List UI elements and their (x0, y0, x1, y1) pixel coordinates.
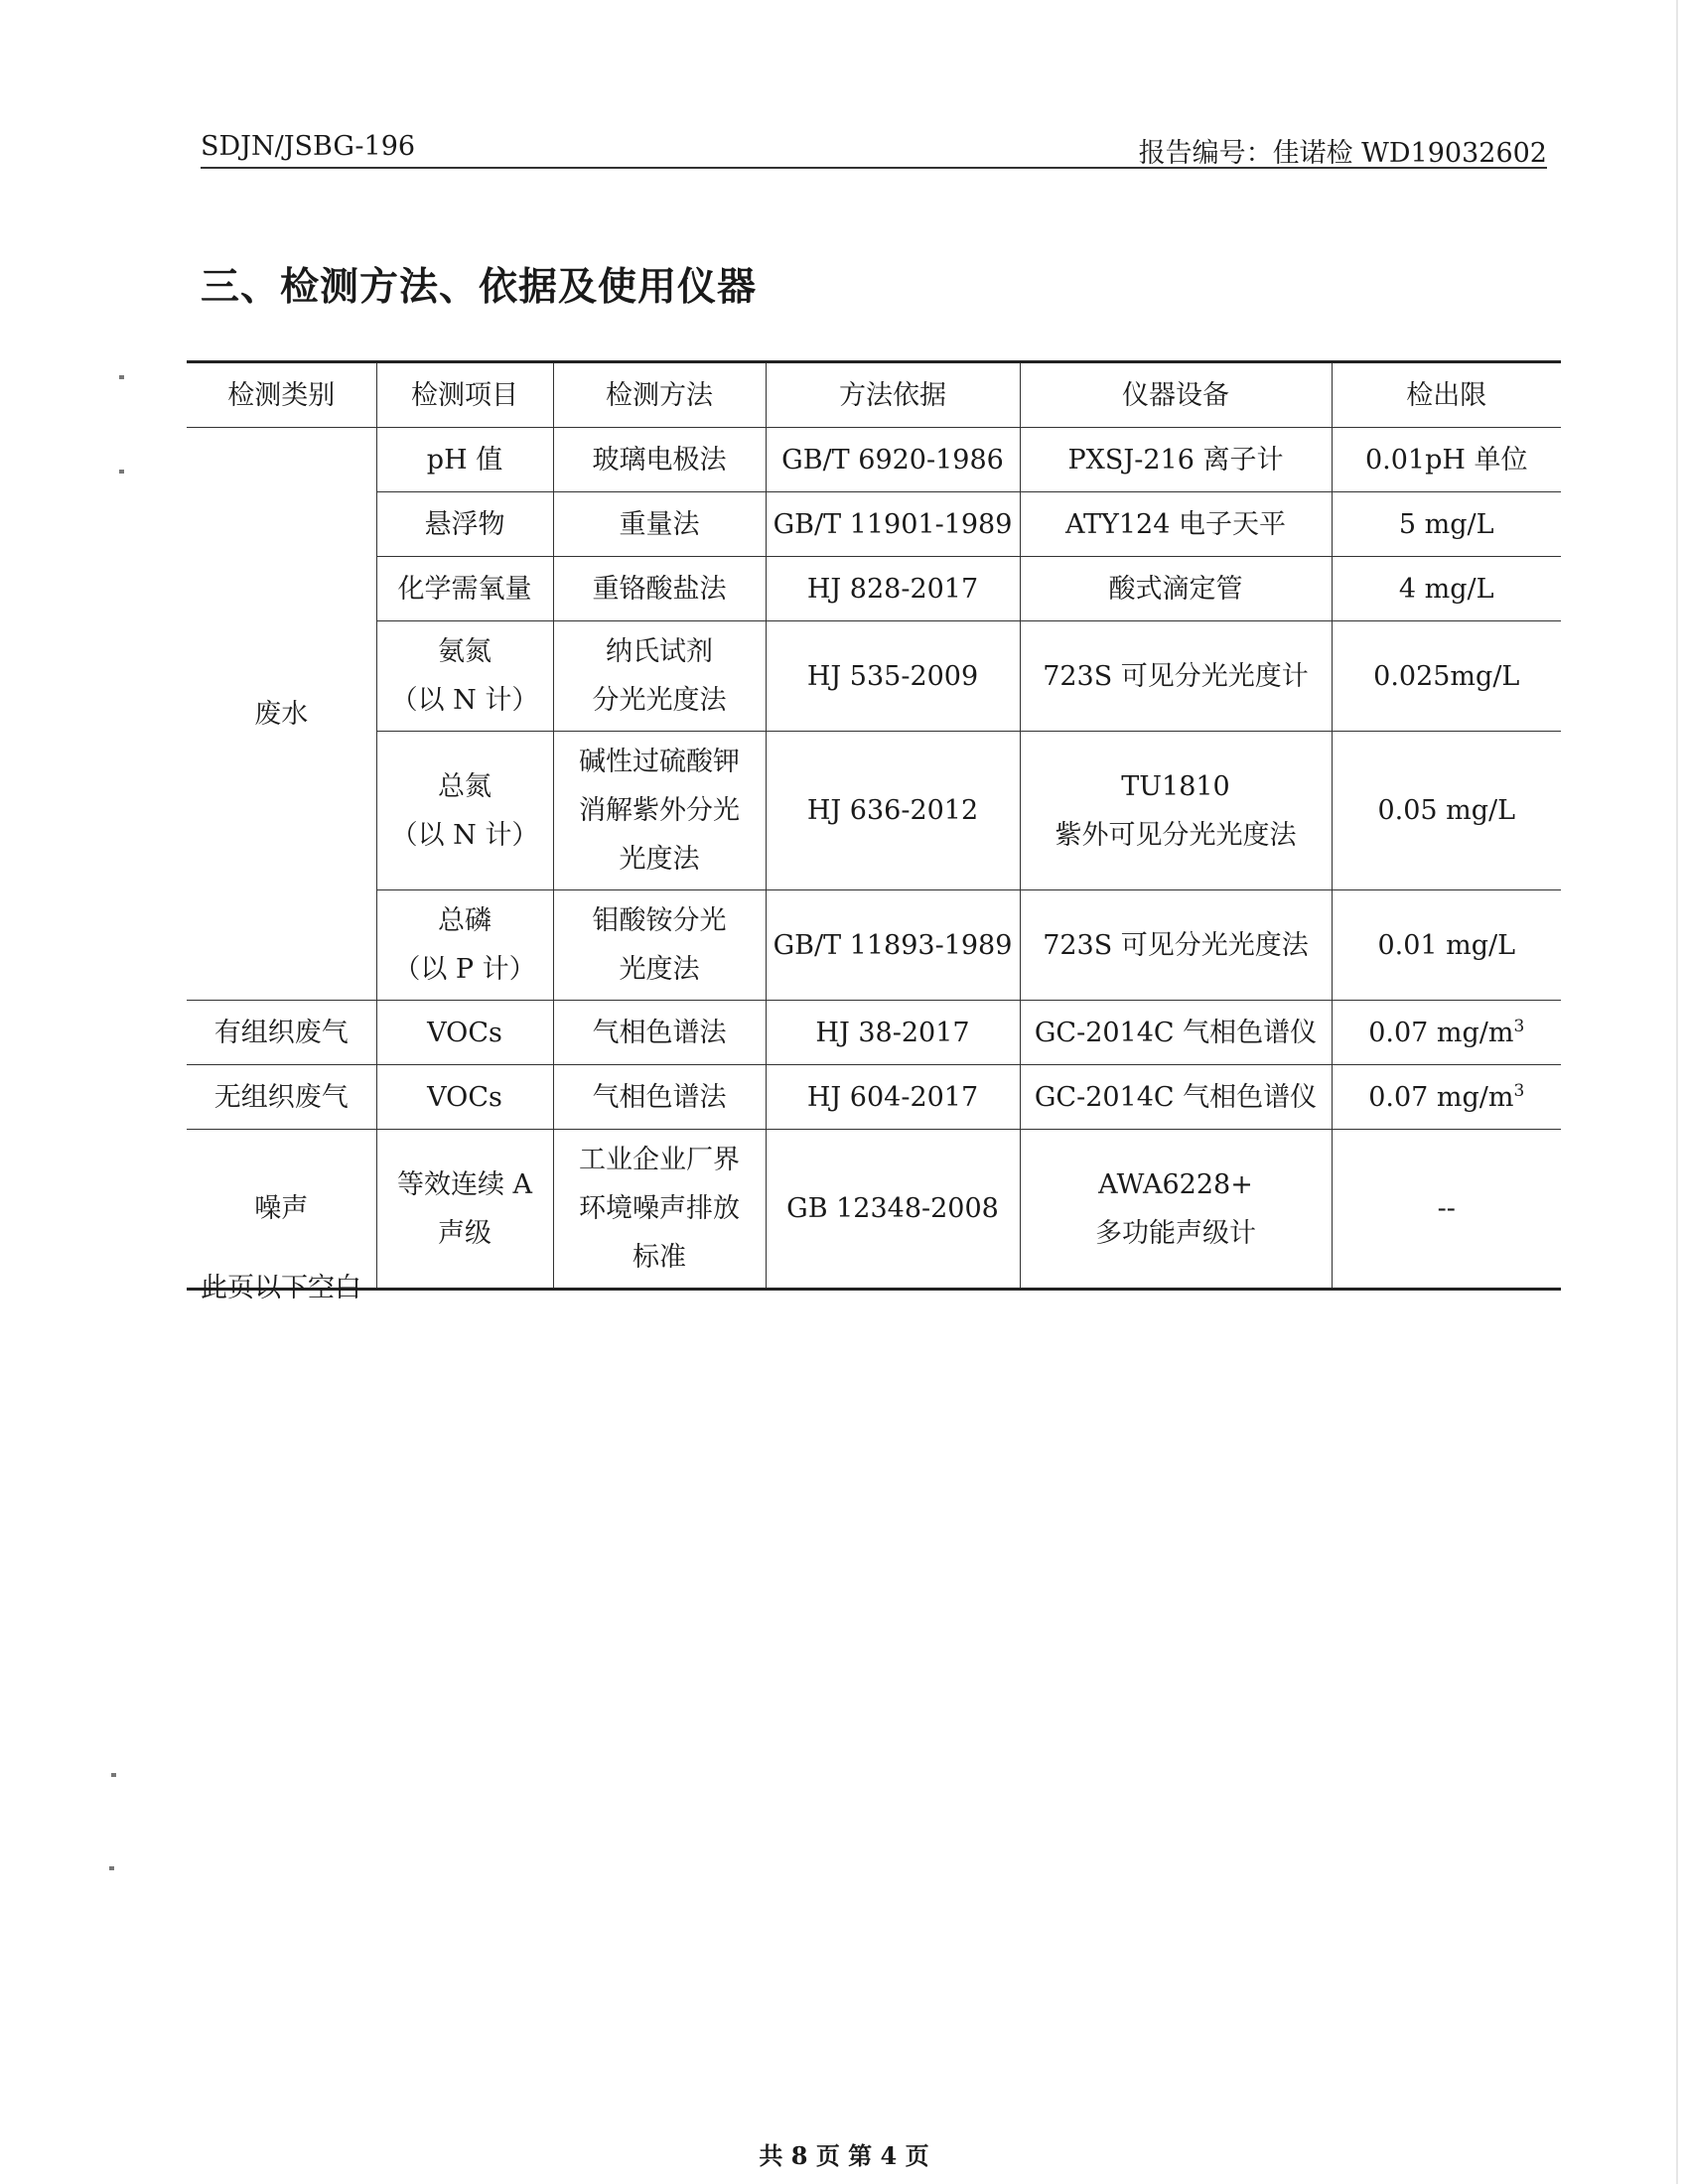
item-cell (376, 428, 553, 492)
scan-speck (109, 1866, 114, 1870)
method-cell (553, 732, 766, 890)
instrument-cell (1020, 428, 1332, 492)
cell-line: AWA6228+ (1098, 1168, 1253, 1200)
cell-line: 碱性过硫酸钾 (579, 747, 740, 777)
cell-line: （以 N 计） (390, 819, 539, 851)
cell-line: 悬浮物 (424, 508, 505, 540)
item-cell (376, 1130, 553, 1290)
cell-line: PXSJ-216 离子计 (1067, 444, 1284, 476)
limit-cell (1332, 1065, 1561, 1130)
table-row (187, 732, 1561, 890)
cell-line: 总磷 (438, 905, 492, 936)
item-cell: VOCs (376, 1001, 553, 1065)
table-row (187, 1001, 1561, 1065)
basis-cell: HJ 604-2017 (766, 1065, 1020, 1130)
header-divider (201, 167, 1547, 169)
cell-line: 723S 可见分光光度法 (1043, 929, 1309, 961)
cell-line: 氨氮 (438, 636, 492, 667)
limit-cell: 4 mg/L (1332, 557, 1561, 621)
limit-cell: 0.01pH 单位 (1332, 428, 1561, 492)
report-number: 报告编号：佳诺检 WD19032602 (1138, 138, 1547, 169)
table-row (187, 557, 1561, 621)
basis-cell: HJ 38-2017 (766, 1001, 1020, 1065)
cell-line: 重铬酸盐法 (592, 573, 727, 605)
cell-line: 纳氏试剂 (606, 636, 713, 667)
instrument-cell (1020, 621, 1332, 732)
cell-line: ATY124 电子天平 (1065, 508, 1286, 540)
cell-line: 钼酸铵分光 (592, 905, 727, 936)
limit-value: 0.07 mg/m (1368, 1081, 1514, 1113)
category-cell: 无组织废气 (187, 1065, 376, 1130)
cell-line: 工业企业厂界 (579, 1145, 740, 1175)
category-cell: 有组织废气 (187, 1001, 376, 1065)
basis-cell: GB/T 11901-1989 (766, 492, 1020, 557)
table-row (187, 492, 1561, 557)
cell-line: 光度法 (619, 844, 700, 875)
basis-cell: HJ 535-2009 (766, 621, 1020, 732)
limit-superscript: 3 (1513, 1016, 1525, 1036)
cell-line: 化学需氧量 (397, 573, 532, 605)
limit-value: 0.07 mg/m (1368, 1017, 1514, 1048)
basis-cell: HJ 828-2017 (766, 557, 1020, 621)
cell-line: 酸式滴定管 (1108, 573, 1243, 605)
cell-line: 声级 (438, 1217, 492, 1249)
cell-line: 重量法 (619, 508, 700, 540)
limit-superscript: 3 (1513, 1080, 1525, 1101)
document-code: SDJN/JSBG-196 (201, 131, 416, 162)
scan-speck (119, 470, 124, 474)
method-cell (553, 557, 766, 621)
item-cell (376, 492, 553, 557)
item-cell: VOCs (376, 1065, 553, 1130)
instrument-cell (1020, 557, 1332, 621)
cell-line: 723S 可见分光光度计 (1043, 660, 1309, 692)
item-cell (376, 557, 553, 621)
column-header: 检出限 (1332, 362, 1561, 428)
cell-line: 多功能声级计 (1095, 1217, 1256, 1249)
column-header: 方法依据 (766, 362, 1020, 428)
column-header: 检测方法 (553, 362, 766, 428)
method-cell (553, 1130, 766, 1290)
scan-speck (119, 375, 124, 379)
method-cell (553, 621, 766, 732)
basis-cell: HJ 636-2012 (766, 732, 1020, 890)
instrument-cell (1020, 732, 1332, 890)
cell-line: 消解紫外分光 (579, 795, 740, 826)
scan-edge-line (1676, 0, 1678, 2184)
limit-cell: 0.05 mg/L (1332, 732, 1561, 890)
table-row (187, 1065, 1561, 1130)
item-cell (376, 621, 553, 732)
cell-line: 总氮 (438, 770, 492, 802)
column-header: 仪器设备 (1020, 362, 1332, 428)
method-cell: 气相色谱法 (553, 1001, 766, 1065)
cell-line: 等效连续 A (396, 1168, 533, 1200)
column-header: 检测项目 (376, 362, 553, 428)
cell-line: 标准 (633, 1242, 686, 1273)
cell-line: TU1810 (1121, 770, 1230, 802)
method-cell (553, 890, 766, 1001)
table-row (187, 890, 1561, 1001)
cell-line: （以 P 计） (393, 954, 536, 985)
cell-line: 分光光度法 (592, 685, 727, 716)
scan-speck (111, 1773, 116, 1777)
table-row (187, 428, 1561, 492)
limit-cell: -- (1332, 1130, 1561, 1290)
cell-line: pH 值 (426, 444, 503, 476)
cell-line: 光度法 (619, 954, 700, 985)
instrument-cell: GC-2014C 气相色谱仪 (1020, 1065, 1332, 1130)
method-cell: 气相色谱法 (553, 1065, 766, 1130)
item-cell (376, 732, 553, 890)
cell-line: （以 N 计） (390, 685, 539, 716)
cell-line: 玻璃电极法 (592, 444, 727, 476)
table-row (187, 621, 1561, 732)
instrument-cell (1020, 492, 1332, 557)
table-row (187, 1130, 1561, 1290)
basis-cell: GB 12348-2008 (766, 1130, 1020, 1290)
limit-cell: 5 mg/L (1332, 492, 1561, 557)
basis-cell: GB/T 11893-1989 (766, 890, 1020, 1001)
item-cell (376, 890, 553, 1001)
limit-cell: 0.025mg/L (1332, 621, 1561, 732)
instrument-cell (1020, 1130, 1332, 1290)
limit-cell (1332, 1001, 1561, 1065)
method-cell (553, 492, 766, 557)
table-header-row (187, 362, 1561, 428)
page-footer: 共 8 页 第 4 页 (759, 2141, 929, 2170)
category-cell: 噪声 (187, 1130, 376, 1290)
instrument-cell: GC-2014C 气相色谱仪 (1020, 1001, 1332, 1065)
basis-cell: GB/T 6920-1986 (766, 428, 1020, 492)
limit-cell: 0.01 mg/L (1332, 890, 1561, 1001)
section-title: 三、检测方法、依据及使用仪器 (201, 265, 758, 310)
cell-line: 环境噪声排放 (579, 1193, 740, 1224)
category-cell: 废水 (187, 428, 376, 1001)
method-cell (553, 428, 766, 492)
column-header: 检测类别 (187, 362, 376, 428)
blank-below-note: 此页以下空白 (201, 1273, 361, 1303)
instrument-cell (1020, 890, 1332, 1001)
methods-table (187, 360, 1561, 1291)
cell-line: 紫外可见分光光度法 (1055, 819, 1297, 851)
